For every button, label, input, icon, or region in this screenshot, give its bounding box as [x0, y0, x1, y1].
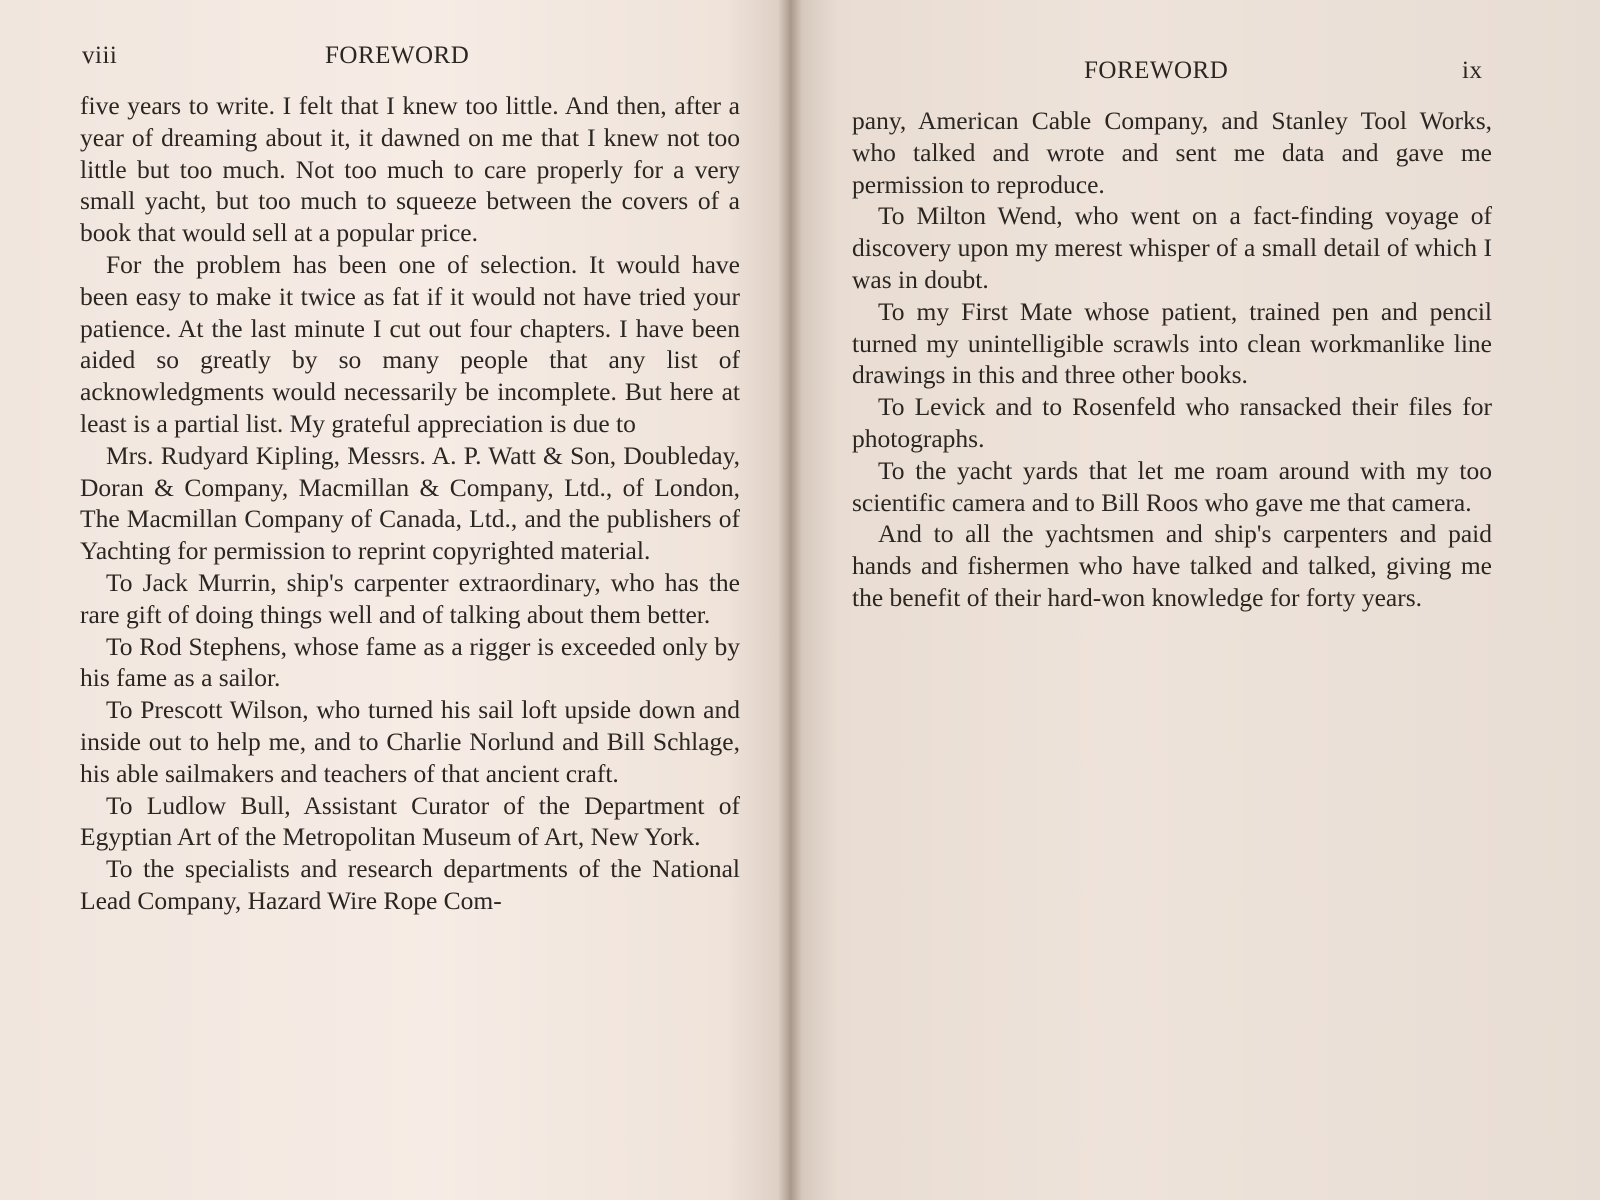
paragraph: For the problem has been one of selection. It would have been easy to make it twice as fat if it would not have tried your patience. At the last minute I cut out four chapters. I have been aided so greatly by so many people that any list of acknowledgments would necessarily be incomplete. But here at least is a partial list. My grateful appreciation is due to [80, 249, 740, 438]
paragraph: Mrs. Rudyard Kipling, Messrs. A. P. Watt & Son, Doubleday, Doran & Company, Macmillan & Company, Ltd., of London, The Macmillan Company of Canada, Ltd., and the publishers of Yachting for permission to reprint copyrighted material. [80, 440, 740, 566]
right-page-body [852, 105, 1492, 614]
paragraph: And to all the yachtsmen and ship's carpenters and paid hands and fishermen who have talked and talked, giving me the benefit of their hard-won knowledge for forty years. [852, 519, 1492, 612]
paragraph: To Jack Murrin, ship's carpenter extraordinary, who has the rare gift of doing things well and of talking about them better. [80, 567, 740, 629]
right-running-head: FOREWORD [1084, 57, 1229, 84]
right-page-number: ix [1462, 57, 1483, 84]
paragraph: To my First Mate whose patient, trained pen and pencil turned my unintelligible scrawls into clean workmanlike line drawings in this and three other books. [852, 296, 1492, 390]
paragraph: To Rod Stephens, whose fame as a rigger is exceeded only by his fame as a sailor. [80, 631, 740, 693]
paragraph: To the yacht yards that let me roam around with my too scientific camera and to Bill Roos who gave me that camera. [852, 455, 1492, 517]
left-running-head: FOREWORD [325, 42, 470, 69]
book-gutter [778, 0, 802, 1200]
paragraph: pany, American Cable Company, and Stanley Tool Works, who talked and wrote and sent me data and gave me permission to reproduce. [852, 106, 1492, 199]
left-page-number: viii [82, 42, 118, 69]
paragraph: To Ludlow Bull, Assistant Curator of the Department of Egyptian Art of the Metropolitan Museum of Art, New York. [80, 790, 740, 852]
paragraph: To Milton Wend, who went on a fact-finding voyage of discovery upon my merest whisper of a small detail of which I was in doubt. [852, 201, 1492, 294]
left-page [0, 0, 790, 1200]
left-page-body [80, 90, 740, 917]
paragraph: five years to write. I felt that I knew too little. And then, after a year of dreaming about it, it dawned on me that I knew not too little but too much. Not too much to care properly for a very small yacht, but too much to squeeze between the covers of a book that would sell at a popular price. [80, 91, 740, 248]
paragraph: To Prescott Wilson, who turned his sail loft upside down and inside out to help me, and to Charlie Norlund and Bill Schlage, his able sailmakers and teachers of that ancient craft. [80, 695, 740, 788]
paragraph: To the specialists and research departments of the National Lead Company, Hazard Wire Rope Com- [80, 854, 740, 915]
paragraph: To Levick and to Rosenfeld who ransacked their files for photographs. [852, 392, 1492, 453]
